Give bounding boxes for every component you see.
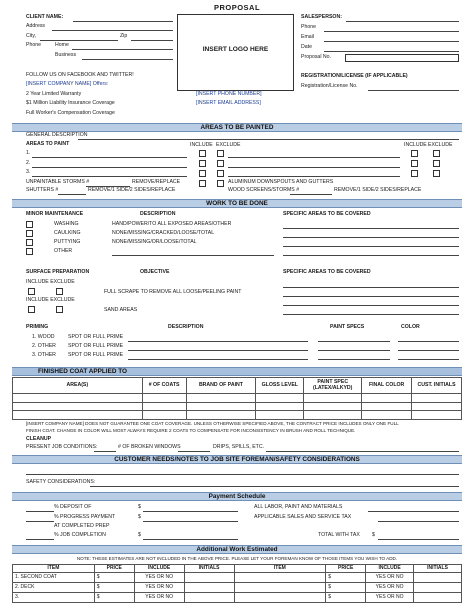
progress-amount-field[interactable] — [143, 521, 238, 522]
present-conditions-label: PRESENT JOB CONDITIONS: — [26, 444, 98, 450]
area-row-2: 2. — [26, 160, 31, 166]
city-label: City, — [26, 33, 36, 39]
aluminum-label: ALUMINUM DOWNSPOUTS AND GUTTERS — [228, 179, 334, 185]
cleanup-label: CLEANUP — [26, 436, 52, 442]
sales-email-field[interactable] — [324, 41, 459, 42]
all-labor-field[interactable] — [368, 511, 459, 512]
progress-percent-field[interactable] — [26, 521, 54, 522]
additional-note: NOTE: THESE ESTIMATES ARE NOT INCLUDED IN THE ABOVE PRICE. PLEASE LET YOUR FOREMAN KNOW OF THOSE ITEMS YOU WISH TO ADD. — [76, 556, 398, 561]
col-gloss: GLOSS LEVEL — [256, 378, 304, 394]
priming-other-text-1: SPOT OR FULL PRIME — [68, 343, 124, 349]
deposit-dollar: $ — [138, 504, 141, 510]
drips-field[interactable] — [266, 451, 459, 452]
sand-exclude-checkbox[interactable] — [56, 306, 63, 313]
wood-screens-options: REMOVE/1 SIDE/2 SIDES/REPLACE — [334, 187, 422, 193]
sales-tax-field[interactable] — [378, 521, 459, 522]
puttying-label: PUTTYING — [54, 239, 81, 245]
registration-no-field[interactable] — [368, 90, 459, 91]
include-label-left: INCLUDE — [190, 142, 213, 148]
priming-other-label-2: 3. OTHER — [32, 352, 56, 358]
aluminum-checkbox-1[interactable] — [199, 180, 206, 187]
sand-include-checkbox[interactable] — [28, 306, 35, 313]
additional-work-table — [12, 564, 462, 603]
exclude-label-left: EXCLUDE — [216, 142, 241, 148]
priming-other-color-1[interactable] — [398, 350, 459, 351]
add-col-initials: INITIALS — [184, 565, 234, 573]
table-row[interactable]: 2. DECK $ YES OR NO $ YES OR NO — [13, 583, 462, 593]
color-label: COLOR — [401, 324, 420, 330]
priming-wood-specs[interactable] — [318, 341, 390, 342]
priming-wood-color[interactable] — [398, 341, 459, 342]
exclude-checkbox-right-1[interactable] — [433, 150, 440, 157]
full-scrape-text: FULL SCRAPE TO REMOVE ALL LOOSE/PEELING PAINT — [104, 289, 242, 295]
areas-painted-header: AREAS TO BE PAINTED — [12, 123, 462, 132]
logo-placeholder-text: INSERT LOGO HERE — [202, 46, 269, 53]
offer-insurance: $1 Million Liability Insurance Coverage — [26, 100, 115, 106]
washing-label: WASHING — [54, 221, 79, 227]
customer-needs-field[interactable] — [26, 474, 459, 475]
proposal-no-field[interactable] — [345, 54, 459, 62]
registration-no-label: Registration/License No. — [301, 83, 358, 89]
minor-maintenance-label: MINOR MAINTENANCE — [26, 211, 84, 217]
address-field[interactable] — [52, 30, 173, 31]
add-col-include: INCLUDE — [134, 565, 184, 573]
sand-areas-field-2[interactable] — [283, 314, 459, 315]
total-with-tax-field[interactable] — [378, 539, 459, 540]
notice-line-1: [INSERT COMPANY NAME] DOES NOT GUARANTEE ONE COAT COVERAGE. UNLESS OTHERWISE SPECIFIED ABOVE, THE CONTRACT PRICE INCLUDES ONLY ONE FULL — [26, 421, 399, 426]
other-description-field[interactable] — [112, 255, 274, 256]
sales-tax-label: APPLICABLE SALES AND SERVICE TAX — [254, 514, 352, 520]
client-name-field[interactable] — [73, 21, 173, 22]
include-exclude-label-2: INCLUDE EXCLUDE — [26, 297, 75, 303]
include-checkbox-right-3[interactable] — [411, 170, 418, 177]
other-checkbox[interactable] — [26, 248, 33, 255]
priming-other-description-2[interactable] — [128, 359, 308, 360]
caulking-description: NONE/MISSING/CRACKED/LOOSE/TOTAL — [112, 230, 215, 236]
drips-label: DRIPS, SPILLS, ETC. — [213, 444, 265, 450]
objective-label: OBJECTIVE — [140, 269, 170, 275]
zip-field[interactable] — [131, 40, 173, 41]
deposit-percent-field[interactable] — [26, 511, 54, 512]
shutters-field[interactable] — [58, 194, 86, 195]
priming-other-specs-1[interactable] — [318, 350, 390, 351]
caulking-label: CAULKING — [54, 230, 81, 236]
date-field[interactable] — [324, 51, 459, 52]
exclude-checkbox-right-2[interactable] — [433, 160, 440, 167]
add-col-initials-2: INITIALS — [414, 565, 462, 573]
sales-email-label: Email — [301, 34, 314, 40]
priming-other-text-2: SPOT OR FULL PRIME — [68, 352, 124, 358]
table-row[interactable] — [13, 394, 462, 403]
add-col-price-2: PRICE — [326, 565, 366, 573]
specific-areas-label-2: SPECIFIC AREAS TO BE COVERED — [283, 269, 371, 275]
phone-label: Phone — [26, 42, 42, 48]
business-phone-field[interactable] — [82, 59, 173, 60]
area-left-field-3[interactable] — [32, 176, 187, 177]
completion-percent-field[interactable] — [26, 539, 54, 540]
shutters-label: SHUTTERS # — [26, 187, 59, 193]
work-done-header: WORK TO BE DONE — [12, 199, 462, 208]
address-label: Address — [26, 23, 46, 29]
washing-description: HAND/POWER/TO ALL EXPOSED AREAS/OTHER — [112, 221, 232, 227]
priming-wood-text: SPOT OR FULL PRIME — [68, 334, 124, 340]
area-right-field-2[interactable] — [228, 167, 400, 168]
offer-warranty: 2 Year Limited Warranty — [26, 91, 82, 97]
safety-label: SAFETY CONSIDERATIONS: — [26, 479, 96, 485]
include-checkbox-left-2[interactable] — [199, 160, 206, 167]
add-col-item: ITEM — [13, 565, 95, 573]
completion-dollar: $ — [138, 532, 141, 538]
puttying-checkbox[interactable] — [26, 239, 33, 246]
col-brand: BRAND OF PAINT — [186, 378, 256, 394]
follow-us-text: FOLLOW US ON FACEBOOK AND TWITTER! — [26, 72, 134, 78]
puttying-description: NONE/MISSING/OR/LOOSE/TOTAL — [112, 239, 197, 245]
include-exclude-label: INCLUDE EXCLUDE — [26, 279, 75, 285]
sales-phone-field[interactable] — [324, 31, 459, 32]
completed-prep-label: AT COMPLETED PREP — [54, 523, 110, 529]
washing-checkbox[interactable] — [26, 221, 33, 228]
home-label: Home — [55, 42, 69, 48]
unpaintable-remove-replace: REMOVE/REPLACE — [132, 179, 181, 185]
sales-phone-label: Phone — [301, 24, 317, 30]
offers-heading: [INSERT COMPANY NAME] Offers: — [26, 81, 109, 87]
priming-wood-description[interactable] — [128, 341, 308, 342]
broken-windows-label: # OF BROKEN WINDOWS — [118, 444, 181, 450]
include-label-right: INCLUDE — [404, 142, 427, 148]
include-checkbox-right-2[interactable] — [411, 160, 418, 167]
deposit-label: % DEPOSIT OF — [54, 504, 92, 510]
proposal-no-label: Proposal No. — [301, 54, 331, 60]
registration-label: REGISTRATION/LICENSE (IF APPLICABLE) — [301, 73, 408, 79]
wood-screens-field[interactable] — [290, 194, 332, 195]
caulking-checkbox[interactable] — [26, 230, 33, 237]
priming-other-color-2[interactable] — [398, 359, 459, 360]
completion-label: % JOB COMPLETION — [54, 532, 106, 538]
client-name-label: CLIENT NAME: — [26, 14, 64, 20]
scrape-areas-field-1[interactable] — [283, 287, 459, 288]
additional-work-header: Additional Work Estimated — [12, 545, 462, 554]
priming-label: PRIMING — [26, 324, 49, 330]
payment-header: Payment Schedule — [12, 492, 462, 501]
business-label: Business — [55, 52, 77, 58]
customer-needs-header: CUSTOMER NEEDS/NOTES TO JOB SITE FOREMAN/SAFETY CONSIDERATIONS — [12, 455, 462, 464]
priming-other-specs-2[interactable] — [318, 359, 390, 360]
safety-field[interactable] — [90, 486, 459, 487]
present-conditions-field[interactable] — [94, 451, 116, 452]
add-col-include-2: INCLUDE — [366, 565, 414, 573]
add-col-price: PRICE — [94, 565, 134, 573]
scrape-exclude-checkbox[interactable] — [56, 288, 63, 295]
general-description-field[interactable] — [78, 139, 459, 140]
other-label: OTHER — [54, 248, 73, 254]
priming-wood-label: 1. WOOD — [32, 334, 55, 340]
city-field[interactable] — [40, 40, 118, 41]
all-labor-label: ALL LABOR, PAINT AND MATERIALS — [254, 504, 343, 510]
page-title: PROPOSAL — [213, 3, 261, 12]
salesperson-field[interactable] — [346, 21, 459, 22]
exclude-label-right: EXCLUDE — [428, 142, 453, 148]
paint-specs-label: PAINT SPECS — [330, 324, 365, 330]
puttying-areas-field[interactable] — [283, 246, 459, 247]
include-checkbox-left-1[interactable] — [199, 150, 206, 157]
exclude-checkbox-left-3[interactable] — [217, 170, 224, 177]
scrape-areas-field-2[interactable] — [283, 296, 459, 297]
unpaintable-storms-label: UNPAINTABLE STORMS # — [26, 179, 90, 185]
surface-prep-label: SURFACE PREPARATION — [26, 269, 90, 275]
area-left-field-1[interactable] — [32, 157, 187, 158]
date-label: Date — [301, 44, 312, 50]
total-with-tax-label: TOTAL WITH TAX — [318, 532, 360, 538]
priming-description-label: DESCRIPTION — [168, 324, 204, 330]
sand-areas-field-1[interactable] — [283, 305, 459, 306]
home-phone-field[interactable] — [72, 49, 173, 50]
broken-windows-field[interactable] — [178, 451, 210, 452]
specific-areas-label: SPECIFIC AREAS TO BE COVERED — [283, 211, 371, 217]
general-description-label: GENERAL DESCRIPTION — [26, 132, 88, 138]
finished-coat-table — [12, 377, 462, 420]
table-row[interactable]: 1. SECOND COAT $ YES OR NO $ YES OR NO — [13, 573, 462, 583]
completion-amount-field[interactable] — [143, 539, 238, 540]
table-row[interactable] — [13, 402, 462, 411]
col-final-color: FINAL COLOR — [362, 378, 412, 394]
zip-label: Zip — [120, 33, 128, 39]
email-placeholder: [INSERT EMAIL ADDRESS] — [196, 100, 261, 106]
total-dollar: $ — [372, 532, 375, 538]
salesperson-label: SALESPERSON: — [301, 14, 342, 20]
wood-screens-label: WOOD SCREENS/STORMS # — [228, 187, 300, 193]
progress-label: % PROGRESS PAYMENT — [54, 514, 116, 520]
areas-to-paint-label: AREAS TO PAINT — [26, 141, 70, 147]
area-right-field-3[interactable] — [228, 176, 400, 177]
table-row[interactable]: 3. $ YES OR NO $ YES OR NO — [13, 593, 462, 603]
col-paint-spec: PAINT SPEC (LATEX/ALKYD) — [304, 378, 362, 394]
col-coats: # OF COATS — [142, 378, 186, 394]
caulking-areas-field[interactable] — [283, 237, 459, 238]
area-row-3: 3. — [26, 169, 31, 175]
finished-coat-header: FINISHED COAT APPLIED TO — [12, 367, 462, 376]
exclude-checkbox-left-1[interactable] — [217, 150, 224, 157]
exclude-checkbox-left-2[interactable] — [217, 160, 224, 167]
include-checkbox-left-3[interactable] — [199, 170, 206, 177]
priming-other-label-1: 2. OTHER — [32, 343, 56, 349]
shutters-options: REMOVE/1 SIDE/2 SIDES/REPLACE — [88, 187, 176, 193]
washing-areas-field[interactable] — [283, 228, 459, 229]
priming-other-description-1[interactable] — [128, 350, 308, 351]
col-initials: CUST. INITIALS — [412, 378, 462, 394]
include-checkbox-right-1[interactable] — [411, 150, 418, 157]
aluminum-checkbox-2[interactable] — [217, 180, 224, 187]
progress-dollar: $ — [138, 514, 141, 520]
add-col-item-2: ITEM — [234, 565, 326, 573]
sand-areas-text: SAND AREAS — [104, 307, 138, 313]
phone-placeholder: [INSERT PHONE NUMBER] — [196, 91, 262, 97]
area-right-field-1[interactable] — [228, 157, 400, 158]
exclude-checkbox-right-3[interactable] — [433, 170, 440, 177]
other-areas-field[interactable] — [283, 255, 459, 256]
area-left-field-2[interactable] — [32, 167, 187, 168]
offer-compensation: Full Worker's Compensation Coverage — [26, 110, 115, 116]
area-row-1: 1. — [26, 150, 31, 156]
scrape-include-checkbox[interactable] — [28, 288, 35, 295]
col-areas: AREA(S) — [13, 378, 143, 394]
deposit-amount-field[interactable] — [143, 511, 238, 512]
description-label: DESCRIPTION — [140, 211, 176, 217]
notice-line-2: FINISH COAT. CHANGE IN COLOR WILL MOST ALWAYS REQUIRE 2 COATS TO COMPENSATE FOR INCONSISTENCY IN BRUSH AND ROLL TECHNIQUE. — [26, 428, 356, 433]
table-row[interactable] — [13, 411, 462, 420]
